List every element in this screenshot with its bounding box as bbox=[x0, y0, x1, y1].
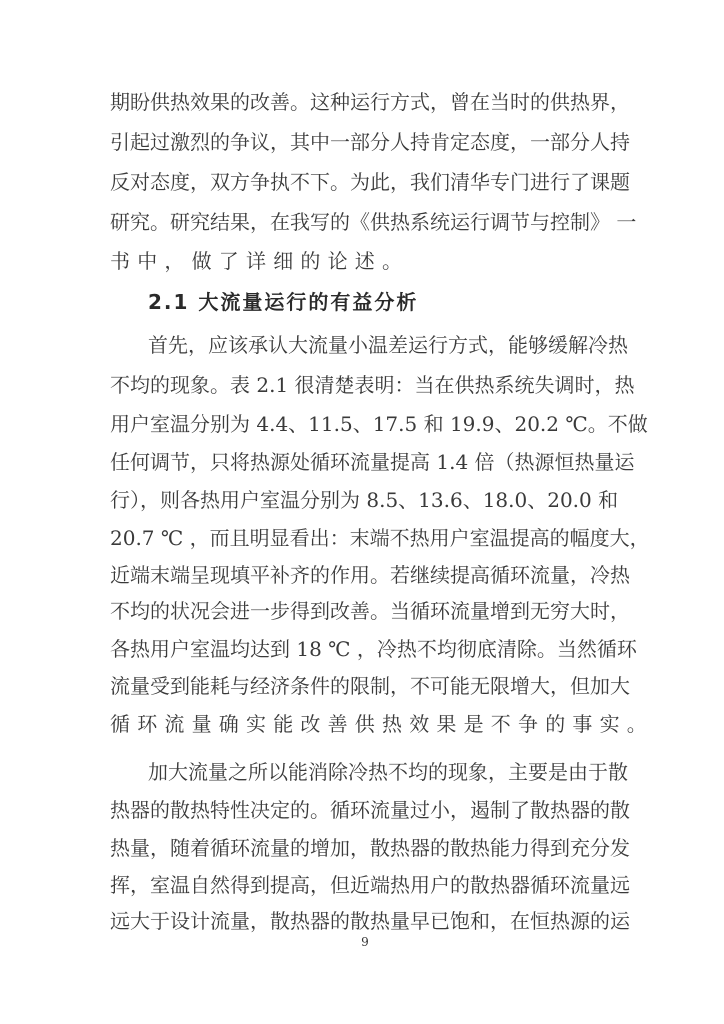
paragraph-1-line-2: 引起过激烈的争议，其中一部分人持肯定态度，一部分人持 bbox=[110, 130, 630, 154]
paragraph-3-line-3: 热量，随着循环流量的增加，散热器的散热能力得到充分发 bbox=[110, 836, 630, 860]
paragraph-1-line-5: 书中，做了详细的论述。 bbox=[110, 249, 410, 273]
paragraph-2-line-3: 用户室温分别为 4.4、11.5、17.5 和 19.9、20.2 ℃。不做 bbox=[110, 412, 648, 436]
paragraph-1-line-4: 研究。研究结果，在我写的《供热系统运行调节与控制》 一 bbox=[110, 210, 637, 234]
paragraph-2-line-2: 不均的现象。表 2.1 很清楚表明：当在供热系统失调时，热 bbox=[110, 373, 635, 397]
paragraph-2-line-10: 流量受到能耗与经济条件的限制，不可能无限增大，但加大 bbox=[110, 674, 630, 698]
paragraph-1-line-1: 期盼供热效果的改善。这种运行方式，曾在当时的供热界， bbox=[110, 90, 630, 114]
paragraph-2-line-7: 近端末端呈现填平补齐的作用。若继续提高循环流量，冷热 bbox=[110, 563, 630, 587]
paragraph-3-line-1: 加大流量之所以能消除冷热不均的现象，主要是由于散 bbox=[148, 760, 628, 784]
page-number: 9 bbox=[361, 935, 369, 949]
paragraph-2-line-9: 各热用户室温均达到 18 ℃ ，冷热不均彻底清除。当然循环 bbox=[110, 637, 637, 661]
section-heading: 2.1 大流量运行的有益分析 bbox=[148, 290, 419, 314]
paragraph-2-line-5: 行），则各热用户室温分别为 8.5、13.6、18.0、20.0 和 bbox=[110, 488, 619, 512]
paragraph-3-line-5: 远大于设计流量，散热器的散热量早已饱和，在恒热源的运 bbox=[110, 909, 630, 933]
paragraph-2-line-1: 首先，应该承认大流量小温差运行方式，能够缓解冷热 bbox=[148, 333, 628, 357]
paragraph-2-line-4: 任何调节，只将热源处循环流量提高 1.4 倍（热源恒热量运 bbox=[110, 450, 635, 474]
paragraph-2-line-11: 循环流量确实能改善供热效果是不争的事实。 bbox=[110, 712, 654, 736]
paragraph-2-line-6: 20.7 ℃ ，而且明显看出：末端不热用户室温提高的幅度大， bbox=[110, 526, 650, 550]
paragraph-3-line-2: 热器的散热特性决定的。循环流量过小，遏制了散热器的散 bbox=[110, 798, 630, 822]
paragraph-3-line-4: 挥，室温自然得到提高，但近端热用户的散热器循环流量远 bbox=[110, 873, 630, 897]
paragraph-2-line-8: 不均的状况会进一步得到改善。当循环流量增到无穷大时， bbox=[110, 599, 630, 623]
paragraph-1-line-3: 反对态度，双方争执不下。为此，我们清华专门进行了课题 bbox=[110, 170, 630, 194]
